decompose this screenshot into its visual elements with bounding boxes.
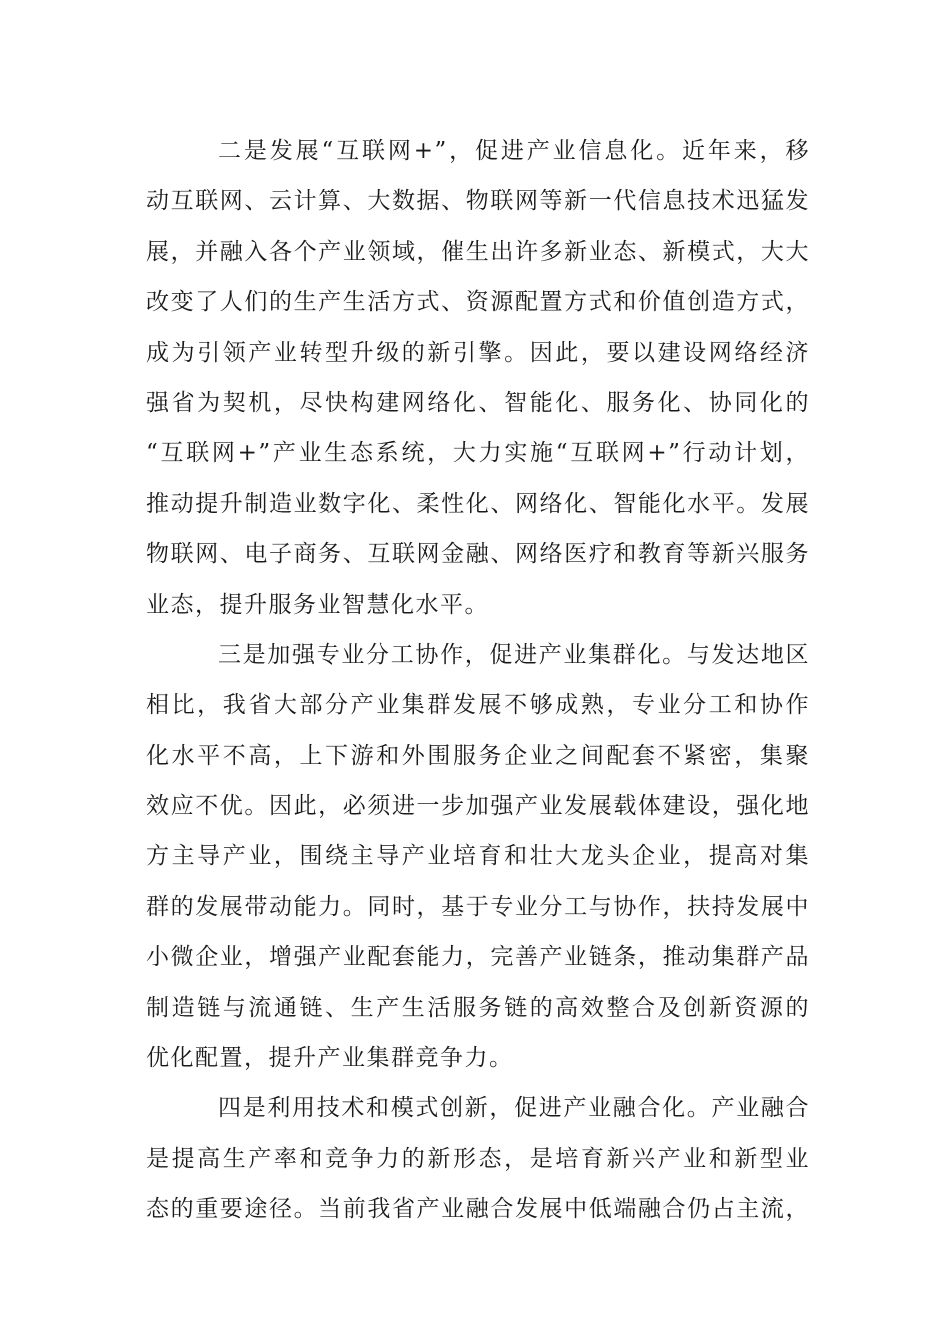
paragraph-industry-integration (146, 1083, 810, 1234)
paragraph-line: 强省为契机，尽快构建网络化、智能化、服务化、协同化的 (146, 389, 810, 416)
paragraph-line: 三是加强专业分工协作，促进产业集群化。与发达地区 (218, 641, 810, 668)
document-body (146, 126, 810, 1235)
paragraph-line: 二是发展“互联网+”，促进产业信息化。近年来，移 (218, 138, 810, 164)
paragraph-line: 动互联网、云计算、大数据、物联网等新一代信息技术迅猛发 (146, 188, 810, 215)
paragraph-internet-plus (146, 126, 810, 630)
paragraph-line: 四是利用技术和模式创新，促进产业融合化。产业融合 (218, 1095, 810, 1122)
paragraph-line: 方主导产业，围绕主导产业培育和壮大龙头企业，提高对集 (146, 843, 810, 870)
paragraph-line: 效应不优。因此，必须进一步加强产业发展载体建设，强化地 (146, 793, 810, 820)
paragraph-line: 业态，提升服务业智慧化水平。 (146, 591, 489, 618)
paragraph-line: “互联网+”产业生态系统，大力实施“互联网+”行动计划， (146, 440, 810, 467)
paragraph-line: 小微企业，增强产业配套能力，完善产业链条，推动集群产品 (146, 944, 810, 971)
paragraph-line: 物联网、电子商务、互联网金融、网络医疗和教育等新兴服务 (146, 541, 810, 568)
paragraph-line: 改变了人们的生产生活方式、资源配置方式和价值创造方式， (146, 289, 810, 316)
paragraph-line: 成为引领产业转型升级的新引擎。因此，要以建设网络经济 (146, 339, 810, 366)
paragraph-line: 制造链与流通链、生产生活服务链的高效整合及创新资源的 (146, 994, 810, 1021)
paragraph-line: 相比，我省大部分产业集群发展不够成熟，专业分工和协作 (146, 692, 810, 719)
paragraph-line: 优化配置，提升产业集群竞争力。 (146, 1045, 514, 1072)
paragraph-line: 化水平不高，上下游和外围服务企业之间配套不紧密，集聚 (146, 742, 810, 769)
paragraph-line: 推动提升制造业数字化、柔性化、网络化、智能化水平。发展 (146, 490, 810, 517)
paragraph-line: 是提高生产率和竞争力的新形态，是培育新兴产业和新型业 (146, 1145, 810, 1172)
paragraph-industry-cluster (146, 630, 810, 1084)
paragraph-line: 群的发展带动能力。同时，基于专业分工与协作，扶持发展中 (146, 893, 810, 920)
paragraph-line: 展，并融入各个产业领域，催生出许多新业态、新模式，大大 (146, 238, 810, 265)
paragraph-line: 态的重要途径。当前我省产业融合发展中低端融合仍占主流， (146, 1196, 810, 1223)
